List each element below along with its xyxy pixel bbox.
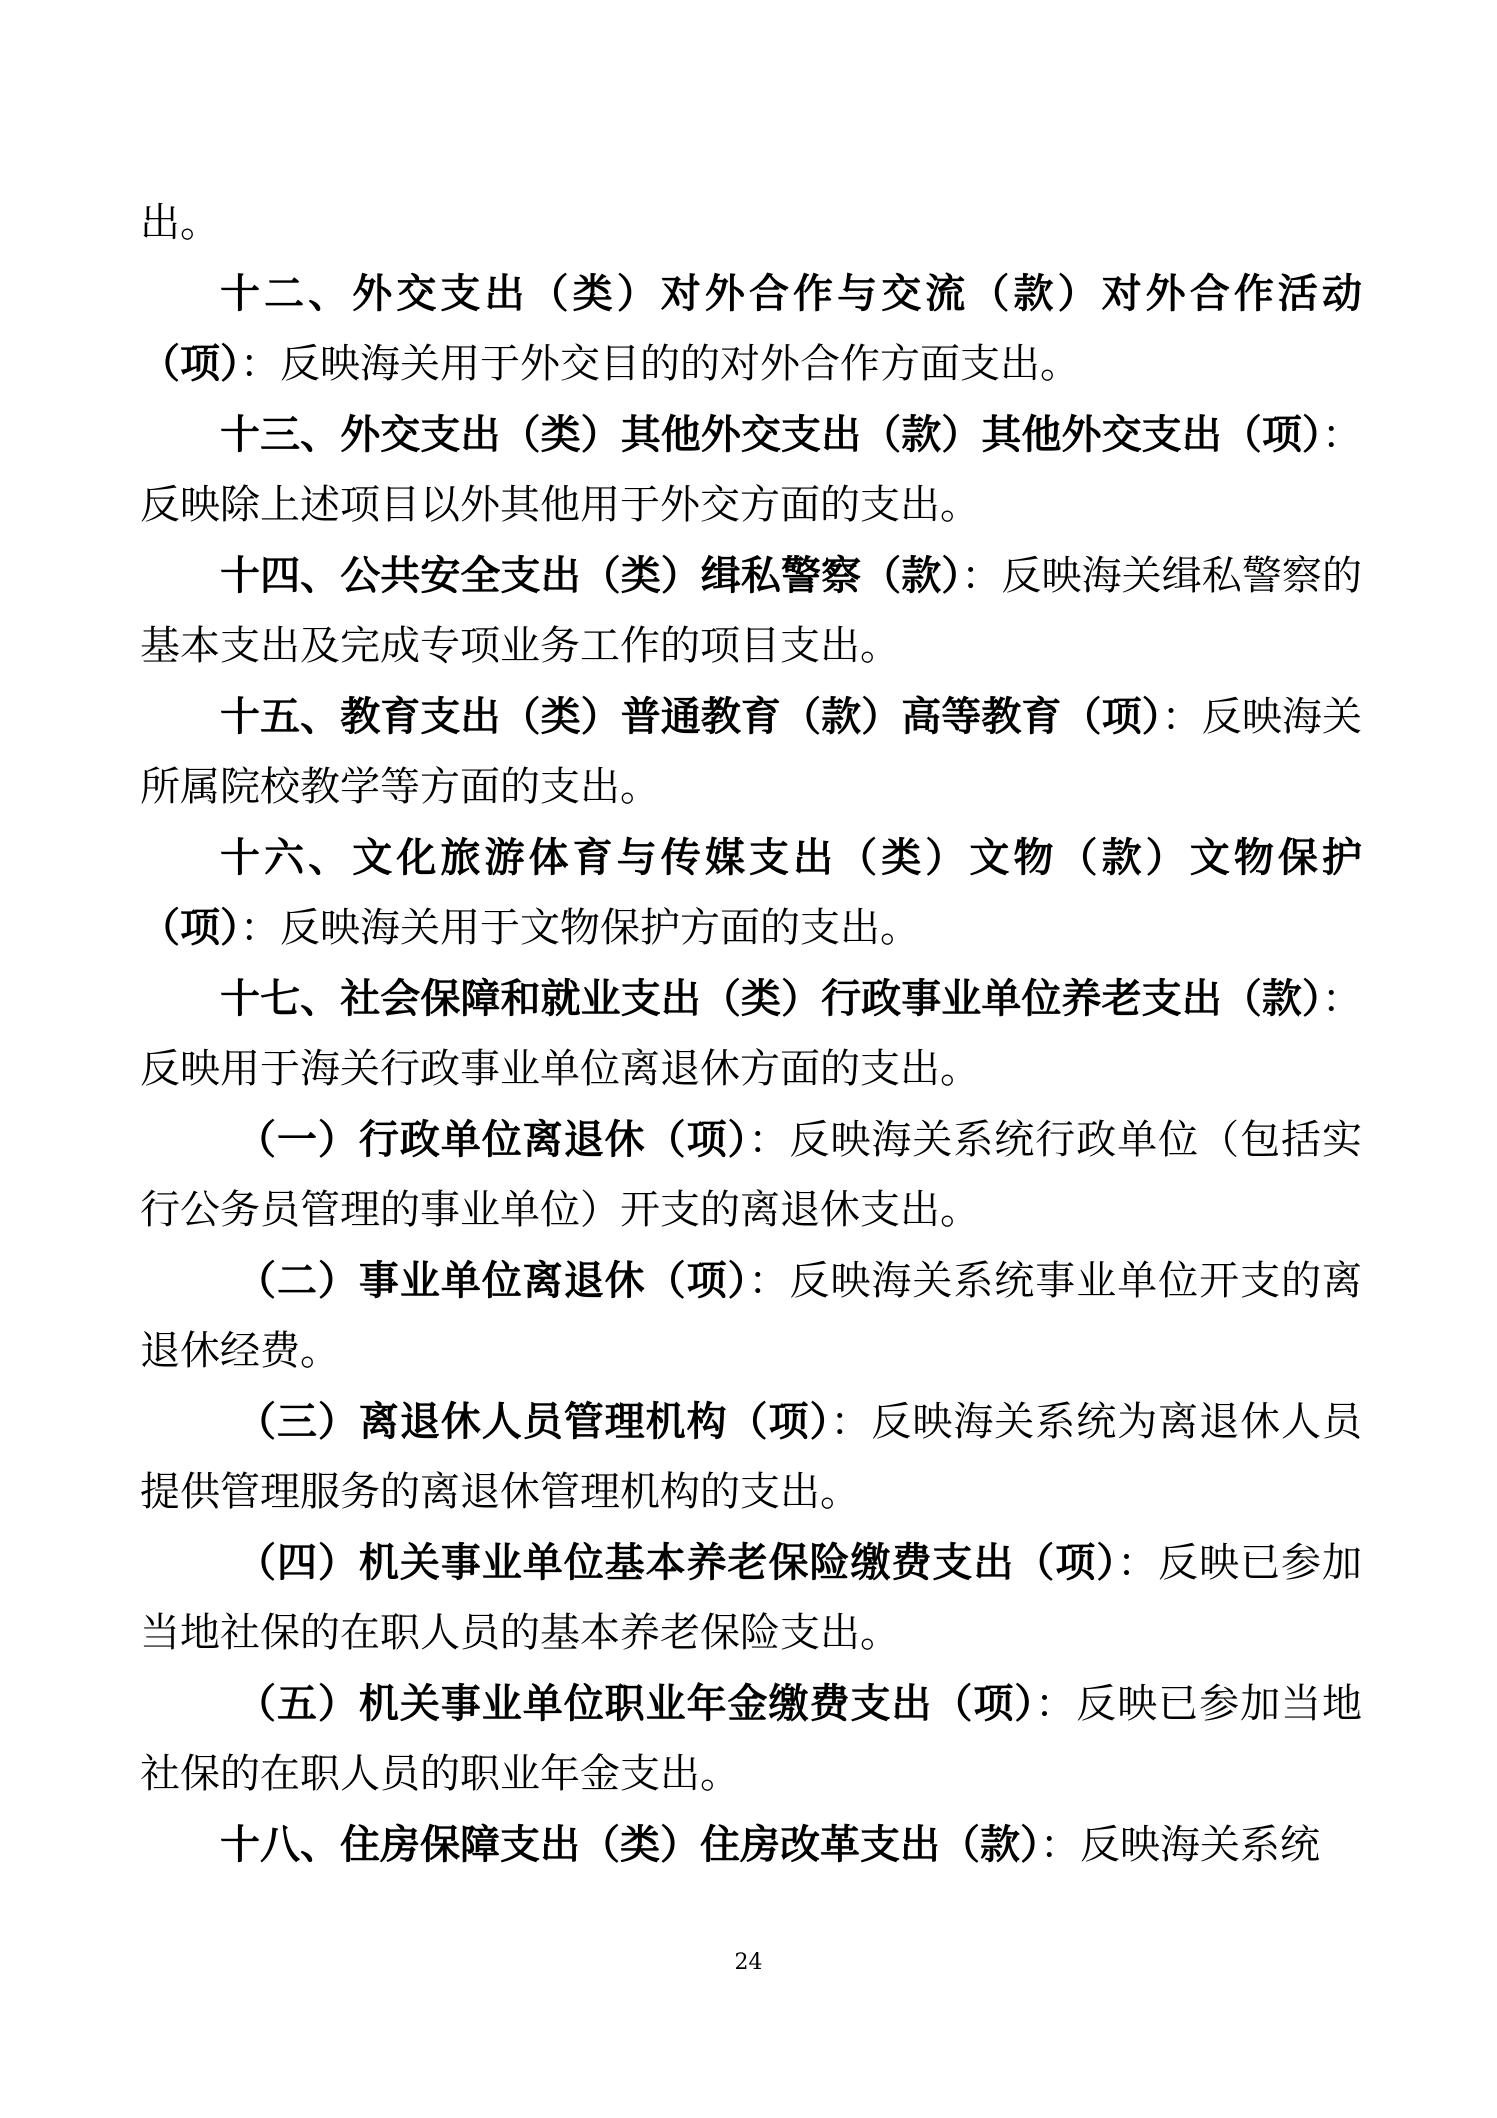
paragraph-heading: （一）行政单位离退休（项） [236, 1116, 749, 1163]
paragraph-body: ：反映海关缉私警察的基本支出及完成专项业务工作的项目支出。 [140, 552, 1363, 669]
paragraph [140, 1105, 1362, 1246]
paragraph-body: ：反映海关用于文物保护方面的支出。 [240, 905, 920, 951]
body-text [140, 188, 1362, 1880]
paragraph-heading: 十四、公共安全支出（类）缉私警察（款） [220, 552, 962, 599]
paragraph-heading: （三）离退休人员管理机构（项） [236, 1398, 831, 1445]
paragraph-heading: 十六、文化旅游体育与传媒支出（类）文物（款）文物保护（项） [140, 834, 1362, 951]
paragraph [140, 259, 1362, 400]
paragraph-heading: 十八、住房保障支出（类）住房改革支出（款） [220, 1821, 1040, 1868]
paragraph [140, 682, 1362, 823]
paragraph-body: ：反映海关系统为离退休人员提供管理服务的离退休管理机构的支出。 [140, 1398, 1363, 1515]
paragraph [140, 1387, 1362, 1528]
paragraph [140, 188, 1362, 259]
paragraph [140, 541, 1362, 682]
paragraph-body: ：反映海关系统 [1040, 1821, 1320, 1868]
paragraph-heading: （二）事业单位离退休（项） [236, 1257, 749, 1304]
paragraph-body: ：反映已参加当地社保的在职人员的基本养老保险支出。 [140, 1539, 1363, 1656]
paragraph-body: 出。 [140, 200, 220, 246]
paragraph [140, 1669, 1362, 1810]
paragraph-body: ：反映海关所属院校教学等方面的支出。 [140, 693, 1363, 810]
page-number: 24 [734, 1950, 763, 1975]
paragraph-heading: 十五、教育支出（类）普通教育（款）高等教育（项） [220, 693, 1162, 740]
paragraph-body: ：反映除上述项目以外其他用于外交方面的支出。 [140, 411, 1362, 528]
paragraph-heading: 十三、外交支出（类）其他外交支出（款）其他外交支出（项） [220, 411, 1322, 458]
paragraph-body: ：反映海关系统事业单位开支的离退休经费。 [140, 1257, 1363, 1374]
paragraph [140, 1528, 1362, 1669]
paragraph-heading: （五）机关事业单位职业年金缴费支出（项） [236, 1680, 1036, 1727]
paragraph [140, 400, 1362, 541]
paragraph [140, 1246, 1362, 1387]
paragraph-body: ：反映用于海关行政事业单位离退休方面的支出。 [140, 975, 1362, 1092]
paragraph [140, 1810, 1362, 1881]
paragraph-body: ：反映海关用于外交目的的对外合作方面支出。 [240, 341, 1080, 387]
paragraph [140, 823, 1362, 964]
paragraph-heading: （四）机关事业单位基本养老保险缴费支出（项） [236, 1539, 1118, 1586]
paragraph [140, 964, 1362, 1105]
paragraph-heading: 十二、外交支出（类）对外合作与交流（款）对外合作活动（项） [140, 270, 1362, 387]
paragraph-heading: 十七、社会保障和就业支出（类）行政事业单位养老支出（款） [220, 975, 1322, 1022]
paragraph-body: ：反映已参加当地社保的在职人员的职业年金支出。 [140, 1680, 1363, 1797]
paragraph-body: ：反映海关系统行政单位（包括实行公务员管理的事业单位）开支的离退休支出。 [140, 1116, 1363, 1233]
